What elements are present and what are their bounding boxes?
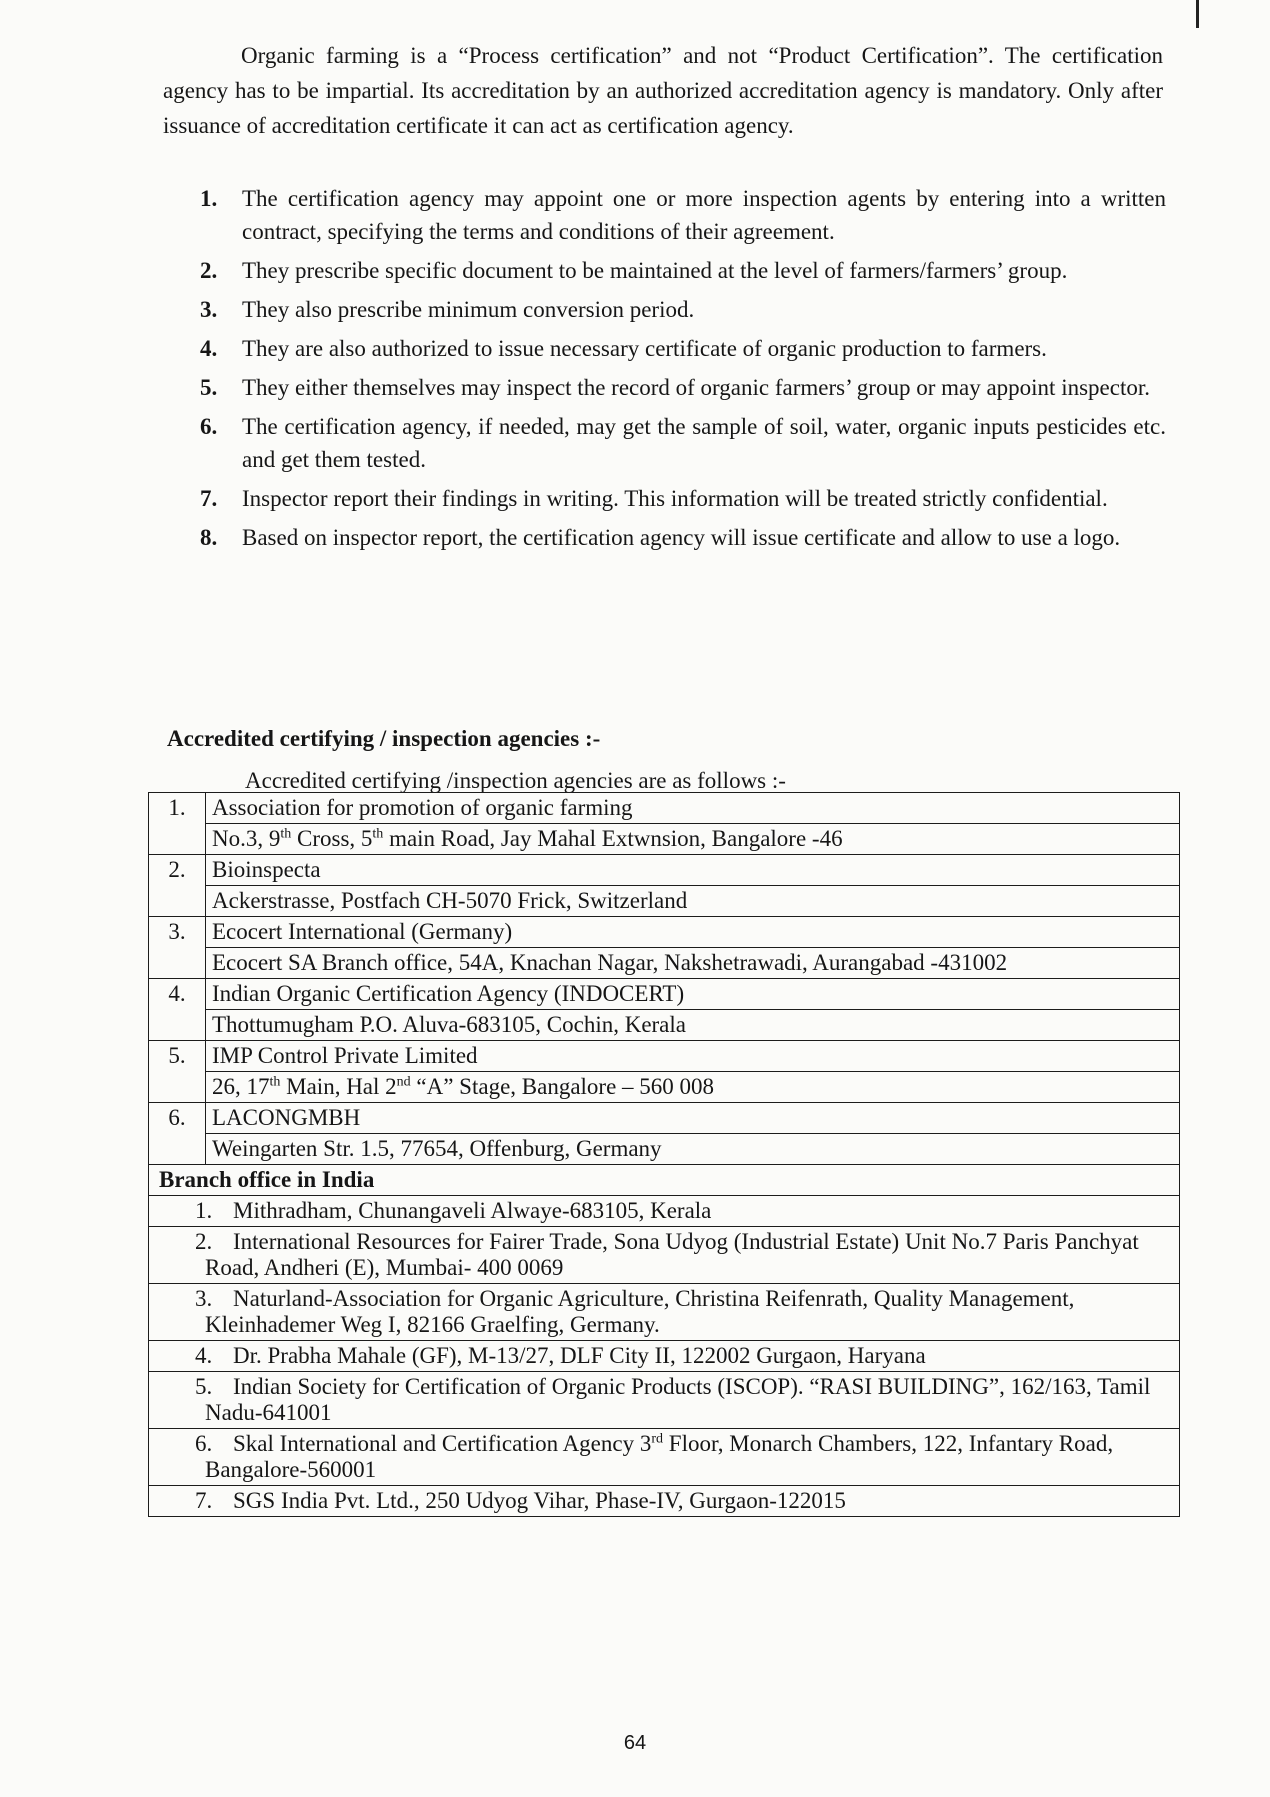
branch-heading: Branch office in India — [149, 1165, 1180, 1196]
agency-address: No.3, 9th Cross, 5th main Road, Jay Mahal Extwnsion, Bangalore -46 — [206, 824, 1180, 855]
list-item: 6. The certification agency, if needed, may get the sample of soil, water, organic inputs pesticides etc. and get them tested. — [200, 414, 1166, 472]
table-row — [149, 1134, 1180, 1165]
agency-number: 4. — [149, 979, 206, 1041]
table-row — [149, 793, 1180, 824]
table-row — [149, 1165, 1180, 1196]
list-item: 2. They prescribe specific document to be maintained at the level of farmers/farmers’ group. — [200, 258, 1068, 283]
scan-edge-mark — [1196, 0, 1199, 28]
agency-name: LACONGMBH — [206, 1103, 1180, 1134]
table-row — [149, 1196, 1180, 1227]
list-item: 4. They are also authorized to issue necessary certificate of organic production to farmers. — [200, 336, 1047, 361]
table-row — [149, 948, 1180, 979]
table-row — [149, 917, 1180, 948]
branch-item: 3. Naturland-Association for Organic Agriculture, Christina Reifenrath, Quality Management, Kleinhademer Weg I, 82166 Graelfing, Germany. — [149, 1284, 1180, 1341]
agency-name: Indian Organic Certification Agency (INDOCERT) — [206, 979, 1180, 1010]
branch-item: 7. SGS India Pvt. Ltd., 250 Udyog Vihar, Phase-IV, Gurgaon-122015 — [149, 1486, 1180, 1517]
intro-paragraph — [163, 38, 1163, 143]
table-row — [149, 1010, 1180, 1041]
section-intro: Accredited certifying /inspection agencies are as follows :- — [245, 768, 786, 793]
branch-item: 1. Mithradham, Chunangaveli Alwaye-683105, Kerala — [149, 1196, 1180, 1227]
agency-number: 5. — [149, 1041, 206, 1103]
branch-item: 6. Skal International and Certification Agency 3rd Floor, Monarch Chambers, 122, Infantary Road, Bangalore-560001 — [149, 1429, 1180, 1486]
agency-address: 26, 17th Main, Hal 2nd “A” Stage, Bangalore – 560 008 — [206, 1072, 1180, 1103]
branch-item: 4. Dr. Prabha Mahale (GF), M-13/27, DLF City II, 122002 Gurgaon, Haryana — [149, 1341, 1180, 1372]
table-row — [149, 1041, 1180, 1072]
table-row — [149, 1429, 1180, 1486]
table-row — [149, 855, 1180, 886]
table-row — [149, 886, 1180, 917]
agencies-table — [148, 792, 1180, 1517]
table-row — [149, 1486, 1180, 1517]
branch-item: 5. Indian Society for Certification of Organic Products (ISCOP). “RASI BUILDING”, 162/163, Tamil Nadu-641001 — [149, 1372, 1180, 1429]
section-heading: Accredited certifying / inspection agencies :- — [167, 726, 601, 751]
table-row — [149, 1372, 1180, 1429]
list-item: 3. They also prescribe minimum conversion period. — [200, 297, 695, 322]
list-item: 5. They either themselves may inspect the record of organic farmers’ group or may appoint inspector. — [200, 375, 1150, 400]
list-item: 1. The certification agency may appoint one or more inspection agents by entering into a written contract, specifying the terms and conditions of their agreement. — [200, 186, 1166, 244]
agency-address: Weingarten Str. 1.5, 77654, Offenburg, Germany — [206, 1134, 1180, 1165]
page-number: 64 — [623, 1732, 647, 1754]
agency-name: Association for promotion of organic farming — [206, 793, 1180, 824]
list-item: 8. Based on inspector report, the certification agency will issue certificate and allow to use a logo. — [200, 525, 1121, 550]
table-row — [149, 824, 1180, 855]
table-row — [149, 979, 1180, 1010]
agency-address: Thottumugham P.O. Aluva-683105, Cochin, Kerala — [206, 1010, 1180, 1041]
branch-item: 2. International Resources for Fairer Trade, Sona Udyog (Industrial Estate) Unit No.7 Paris Panchyat Road, Andheri (E), Mumbai- 400 0069 — [149, 1227, 1180, 1284]
table-row — [149, 1341, 1180, 1372]
agency-number: 1. — [149, 793, 206, 855]
agency-name: Bioinspecta — [206, 855, 1180, 886]
intro-paragraph-text: Organic farming is a “Process certification” and not “Product Certification”. The certification agency has to be impartial. Its accreditation by an authorized accreditation agency is mandatory. Only after issuance of accreditation certificate it can act as certification agency. — [163, 43, 1163, 138]
agency-number: 2. — [149, 855, 206, 917]
table-row — [149, 1227, 1180, 1284]
agency-name: IMP Control Private Limited — [206, 1041, 1180, 1072]
table-row — [149, 1284, 1180, 1341]
agency-address: Ecocert SA Branch office, 54A, Knachan Nagar, Nakshetrawadi, Aurangabad -431002 — [206, 948, 1180, 979]
agency-name: Ecocert International (Germany) — [206, 917, 1180, 948]
agency-address: Ackerstrasse, Postfach CH-5070 Frick, Switzerland — [206, 886, 1180, 917]
responsibilities-list — [200, 182, 1166, 560]
agency-number: 6. — [149, 1103, 206, 1165]
list-item: 7. Inspector report their findings in writing. This information will be treated strictly confidential. — [200, 486, 1108, 511]
table-row — [149, 1072, 1180, 1103]
table-row — [149, 1103, 1180, 1134]
agency-number: 3. — [149, 917, 206, 979]
